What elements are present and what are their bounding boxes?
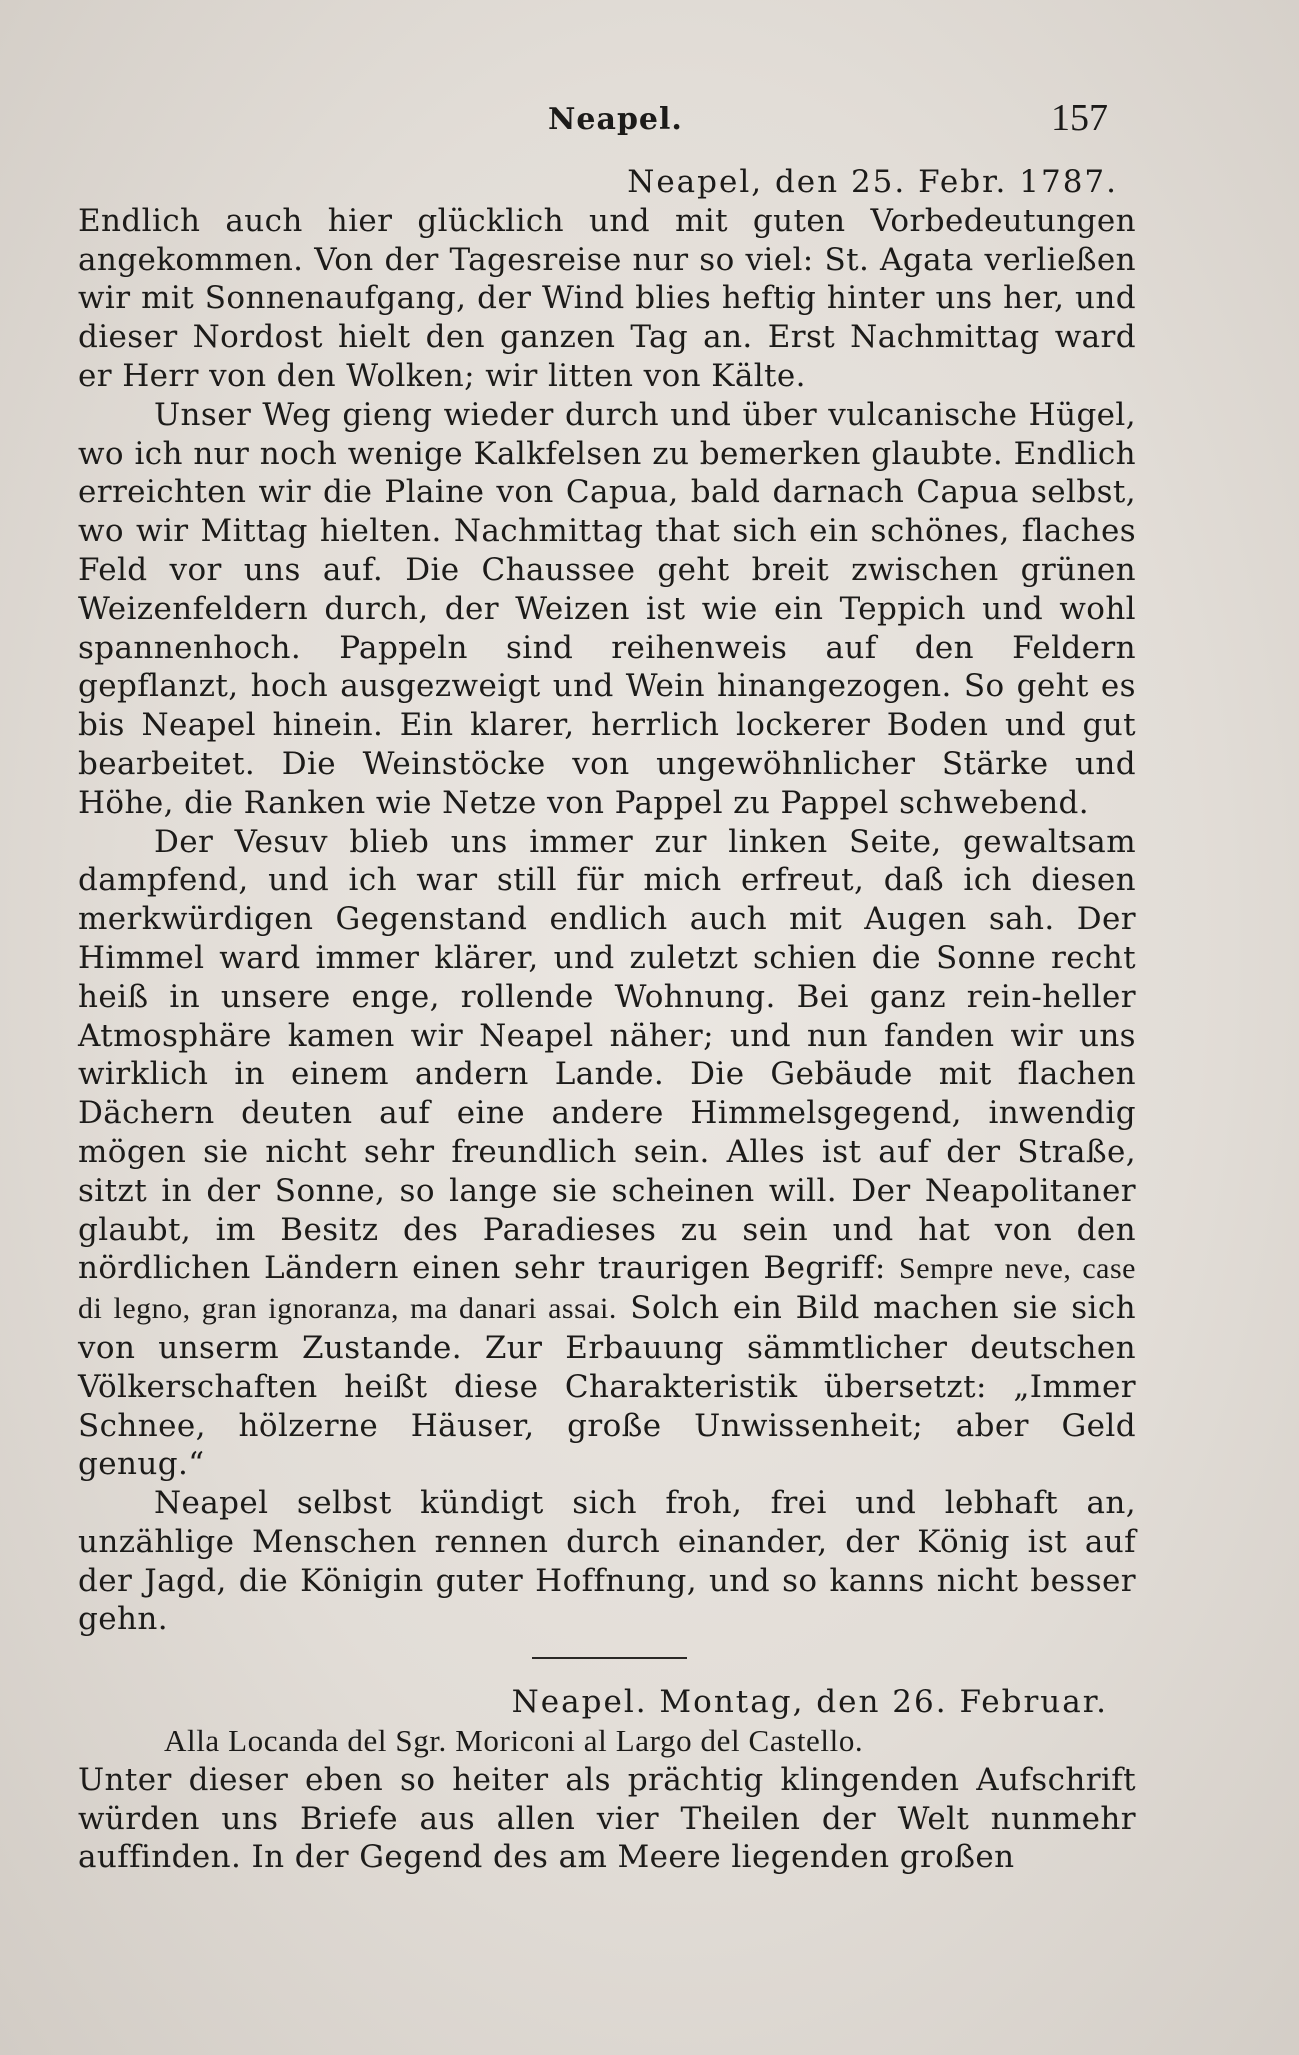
address-line: Alla Locanda del Sgr. Moriconi al Largo del Castello. [164, 1723, 864, 1759]
dateline-second-letter: Neapel. Montag, den 26. Februar. [511, 1684, 1108, 1721]
paragraph-naples: Neapel selbst kündigt sich froh, frei und lebhaft an, unzählige Menschen rennen durch einander, der König ist auf der Jagd, die Königin guter Hoffnung, und so kanns nicht besser gehn. [78, 1485, 1136, 1638]
section-divider [532, 1657, 687, 1659]
page-number: 157 [1051, 97, 1108, 139]
paragraph-vesuvius [78, 823, 1136, 1485]
page-header [78, 96, 1108, 146]
paragraph-address: Unter dieser eben so heiter als prächtig klingenden Aufschrift würden uns Briefe aus allen vier Theilen der Welt nunmehr auffinden. In der Gegend des am Meere liegenden großen [78, 1761, 1136, 1876]
italian-quote: Sempre neve, case di legno, gran ignoranza, ma danari assai. [78, 1252, 1136, 1326]
paragraph-vesuvius-end: Solch ein Bild machen sie sich von unserm Zustande. Zur Erbauung sämmtlicher deutschen Völkerschaften heißt diese Charakteristik übersetzt: „Immer Schnee, hölzerne Häuser, große Unwissenheit; aber Geld genug.“ [78, 1290, 1136, 1483]
dateline-first-letter: Neapel, den 25. Febr. 1787. [627, 164, 1118, 200]
paragraph-arrival: Endlich auch hier glücklich und mit guten Vorbedeutungen angekommen. Von der Tagesreise nur so viel: St. Agata verließen wir mit Sonnenaufgang, der Wind blies heftig hinter uns her, und dieser Nordost hielt den ganzen Tag an. Erst Nachmittag ward er Herr von den Wolken; wir litten von Kälte. [78, 202, 1136, 394]
paragraph-vesuvius-start: Der Vesuv blieb uns immer zur linken Seite, gewaltsam dampfend, und ich war still für mich erfreut, daß ich diesen merkwürdigen Gegenstand endlich auch mit Augen sah. Der Himmel ward immer klärer, und zuletzt schien die Sonne recht heiß in unsere enge, rollende Wohnung. Bei ganz rein-heller Atmosphäre kamen wir Neapel näher; und nun fanden wir uns wirklich in einem andern Lande. Die Gebäude mit flachen Dächern deuten auf eine andere Himmelsgegend, inwendig mögen sie nicht sehr freundlich sein. Alles ist auf der Straße, sitzt in der Sonne, so lange sie scheinen will. Der Neapolitaner glaubt, im Besitz des Paradieses zu sein und hat von den nördlichen Ländern einen sehr traurigen Begriff: [78, 823, 1136, 1287]
body-text [78, 163, 1136, 1877]
paragraph-journey: Unser Weg gieng wieder durch und über vulcanische Hügel, wo ich nur noch wenige Kalkfelsen zu bemerken glaubte. Endlich erreichten wir die Plaine von Capua, bald darnach Capua selbst, wo wir Mittag hielten. Nachmittag that sich ein schönes, flaches Feld vor uns auf. Die Chaussee geht breit zwischen grünen Weizenfeldern durch, der Weizen ist wie ein Teppich und wohl spannenhoch. Pappeln sind reihenweis auf den Feldern gepflanzt, hoch ausgezweigt und Wein hinangezogen. So geht es bis Neapel hinein. Ein klarer, herrlich lockerer Boden und gut bearbeitet. Die Weinstöcke von ungewöhnlicher Stärke und Höhe, die Ranken wie Netze von Pappel zu Pappel schwebend. [78, 396, 1136, 821]
running-head: Neapel. [548, 102, 683, 137]
